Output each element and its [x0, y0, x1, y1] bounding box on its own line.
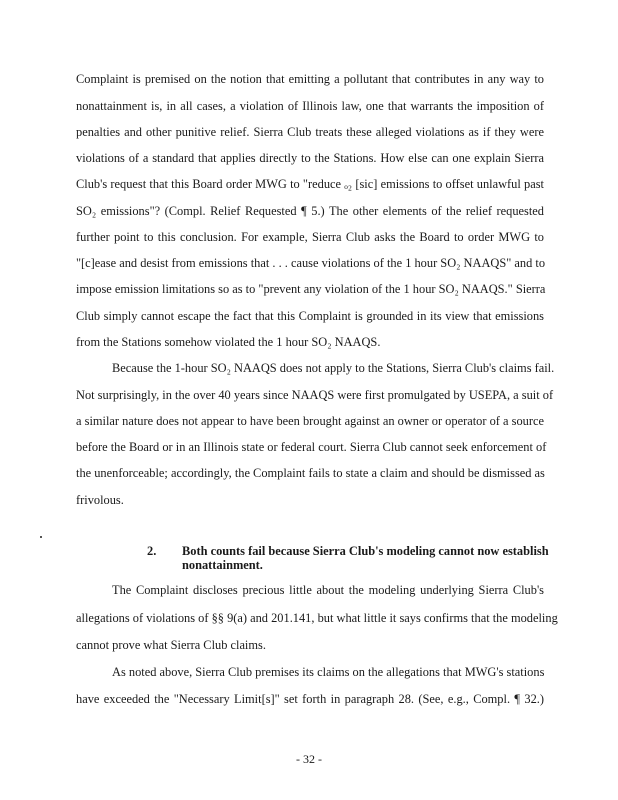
- scan-speck: [40, 536, 42, 538]
- body-line: The Complaint discloses precious little about the modeling underlying Sierra Club's: [112, 583, 544, 597]
- section-number: 2.: [147, 544, 157, 558]
- body-line: the unenforceable; accordingly, the Complaint fails to state a claim and should be dismissed as: [76, 466, 545, 480]
- body-line: Complaint is premised on the notion that emitting a pollutant that contributes in any way to: [76, 72, 544, 86]
- body-line: Club simply cannot escape the fact that this Complaint is grounded in its view that emissions: [76, 309, 544, 323]
- body-line: cannot prove what Sierra Club claims.: [76, 638, 266, 652]
- body-line: allegations of violations of §§ 9(a) and 201.141, but what little it says confirms that the modeling: [76, 611, 558, 625]
- section-heading: nonattainment.: [182, 558, 263, 572]
- body-line: Not surprisingly, in the over 40 years since NAAQS were first promulgated by USEPA, a suit of: [76, 388, 554, 402]
- body-line: further point to this conclusion. For example, Sierra Club asks the Board to order MWG to: [76, 230, 544, 244]
- body-line: As noted above, Sierra Club premises its claims on the allegations that MWG's stations: [112, 665, 545, 679]
- body-line: frivolous.: [76, 493, 124, 507]
- body-line: have exceeded the "Necessary Limit[s]" set forth in paragraph 28. (See, e.g., Compl. ¶ 32.): [76, 692, 544, 706]
- body-line: Because the 1-hour SO₂ NAAQS does not apply to the Stations, Sierra Club's claims fail.: [112, 361, 555, 375]
- body-line: penalties and other punitive relief. Sierra Club treats these alleged violations as if they were: [76, 125, 544, 139]
- section-heading: Both counts fail because Sierra Club's modeling cannot now establish: [182, 544, 549, 558]
- body-line: Club's request that this Board order MWG to "reduce ₒ₂ [sic] emissions to offset unlawful past: [76, 177, 544, 191]
- body-line: before the Board or in an Illinois state or federal court. Sierra Club cannot seek enforcement of: [76, 440, 547, 454]
- body-line: violations of a standard that applies directly to the Stations. How else can one explain Sierra: [76, 151, 544, 165]
- body-line: a similar nature does not appear to have been brought against an owner or operator of a source: [76, 414, 544, 428]
- page-number: - 32 -: [296, 752, 322, 766]
- body-line: from the Stations somehow violated the 1 hour SO₂ NAAQS.: [76, 335, 381, 349]
- body-line: "[c]ease and desist from emissions that . . . cause violations of the 1 hour SO₂ NAAQS" and to: [76, 256, 546, 270]
- body-line: nonattainment is, in all cases, a violation of Illinois law, one that warrants the imposition of: [76, 99, 544, 113]
- body-line: impose emission limitations so as to "prevent any violation of the 1 hour SO₂ NAAQS." Sierra: [76, 282, 546, 296]
- body-line: SO₂ emissions"? (Compl. Relief Requested ¶ 5.) The other elements of the relief requested: [76, 204, 544, 218]
